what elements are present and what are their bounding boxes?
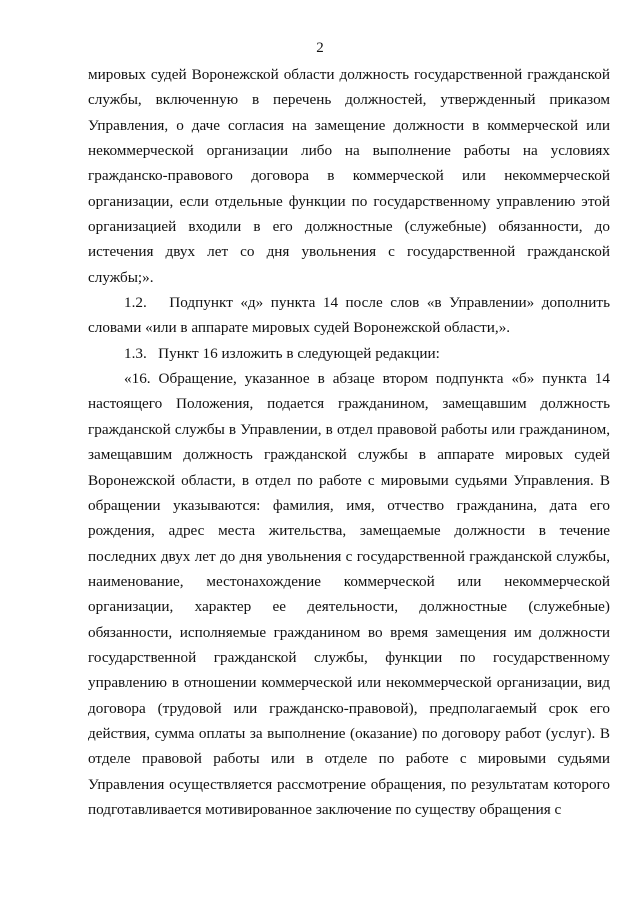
document-body [88,62,610,822]
paragraph-continuation: мировых судей Воронежской области должность государственной гражданской службы, включенную в перечень должностей, утвержденный приказом Управления, о даче согласия на замещение должности в коммерческой или некоммерческой организации либо на выполнение работы на условиях гражданско-правового договора в коммерческой или некоммерческой организации, если отдельные функции по государственному управлению этой организацией входили в его должностные (служебные) обязанности, до истечения двух лет со дня увольнения с государственной гражданской службы;». [88,66,610,286]
paragraph-item-1-3: 1.3. Пункт 16 изложить в следующей редакции: [124,344,440,362]
paragraph-item-1-2: 1.2. Подпункт «д» пункта 14 после слов «в Управлении» дополнить словами «или в аппарате мировых судей Воронежской области,». [88,294,610,337]
page-number: 2 [316,40,324,56]
paragraph-item-16: «16. Обращение, указанное в абзаце втором подпункта «б» пункта 14 настоящего Положения, подается гражданином, замещавшим должность гражданской службы в Управлении, в отдел правовой работы или гражданином, замещавшим должность гражданской службы в аппарате мировых судей Воронежской области, в отдел по работе с мировыми судьями Управления. В обращении указываются: фамилия, имя, отчество гражданина, дата его рождения, адрес места жительства, замещаемые должности в течение последних двух лет до дня увольнения с государственной гражданской службы, наименование, местонахождение коммерческой или некоммерческой организации, характер ее деятельности, должностные (служебные) обязанности, исполняемые гражданином во время замещения им должности государственной гражданской службы, функции по государственному управлению в отношении коммерческой или некоммерческой организации, вид договора (трудовой или гражданско-правовой), предполагаемый срок его действия, сумма оплаты за выполнение (оказание) по договору работ (услуг). В отделе правовой работы или в отделе по работе с мировыми судьями Управления осуществляется рассмотрение обращения, по результатам которого подготавливается мотивированное заключение по существу обращения с [88,370,610,818]
